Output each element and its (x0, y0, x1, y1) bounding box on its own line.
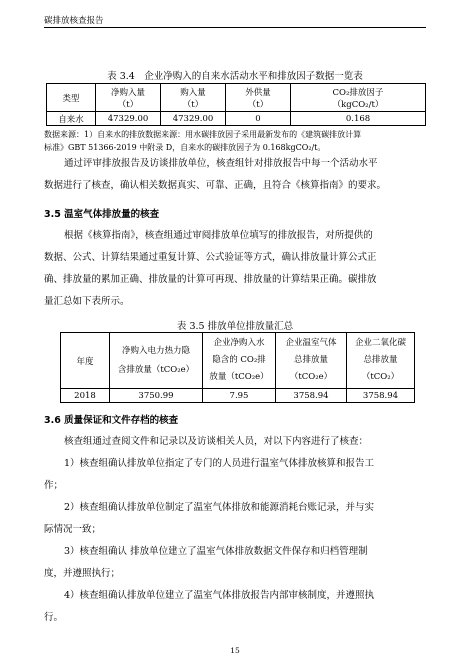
header-unit: （t） (117, 99, 139, 110)
header-text: （tCO₂e） (289, 372, 333, 382)
header-text: 总排放量 (293, 355, 328, 365)
table-header-cell (161, 84, 226, 112)
table-header-cell: 类型 (47, 84, 96, 112)
section-heading-3-6: 3.6 质量保证和文件存档的核查 (44, 415, 179, 426)
table-header-cell (203, 333, 276, 389)
header-text: 企业二氧化碳 (354, 338, 406, 348)
data-source-note (44, 128, 426, 154)
running-header: 碳排放核查报告 (44, 16, 104, 26)
table-cell: 3750.99 (110, 389, 203, 403)
header-unit: （t） (247, 99, 269, 110)
header-text: 购入量 (180, 87, 206, 98)
header-text: 隐含的 CO₂排 (212, 355, 266, 365)
table-cell: 7.95 (203, 389, 276, 403)
table-header-cell (110, 333, 203, 389)
paragraph-quality-assurance (44, 431, 426, 629)
header-text: 总排放量 (363, 355, 398, 365)
header-text: （tCO₂） (361, 372, 400, 382)
para-line: 量汇总如下表所示。 (44, 296, 130, 307)
header-text: 净购入量 (110, 87, 145, 98)
para-line: 3）核查组确认 排放单位建立了温室气体排放数据文件保存和归档管理制 (64, 546, 368, 557)
table-header-cell (276, 333, 347, 389)
para-line: 4）核查组确认排放单位建立了温室气体排放报告内部审核制度，并遵照执 (64, 590, 375, 601)
table-3-5-caption: 表 3.5 排放单位排放量汇总 (176, 321, 294, 332)
table-cell: 3758.94 (276, 389, 347, 403)
header-rule (44, 27, 426, 28)
header-text: 企业净购入水 (213, 338, 265, 348)
table-3-5 (60, 332, 415, 403)
table-header-cell (96, 84, 161, 112)
table-cell: 自来水 (47, 112, 96, 126)
para-line: 1）核查组确认排放单位指定了专门的人员进行温室气体排放核算和报告工 (64, 458, 375, 469)
para-line: 确、排放量的累加正确、排放量的计算可再现、排放量的计算结果正确。碳排放 (44, 274, 377, 285)
para-line: 通过评审排放报告及访谈排放单位，核查组针对排放报告中每一个活动水平 (64, 158, 378, 169)
header-text: 外供量 (245, 87, 271, 98)
header-text: 含排放量（tCO₂e） (117, 364, 195, 375)
para-line: 际情况一致； (44, 524, 102, 535)
para-line: 根据《核算指南》，核查组通过审阅排放单位填写的排放报告，对所提供的 (64, 230, 373, 241)
table-cell: 0 (226, 112, 291, 126)
header-text: 企业温室气体 (285, 338, 337, 348)
table-header-cell (347, 333, 415, 389)
para-line: 数据、公式、计算结果通过重复计算、公式验证等方式，确认排放量计算公式正 (44, 252, 377, 263)
para-line: 作； (44, 480, 64, 491)
header-unit: （t） (182, 99, 204, 110)
table-header-cell (226, 84, 291, 112)
table-cell: 47329.00 (96, 112, 161, 126)
table-cell: 0.168 (291, 112, 426, 126)
header-text: 净购入电力热力隐 (121, 345, 190, 356)
para-line: 行。 (44, 612, 64, 623)
table-cell: 3758.94 (347, 389, 415, 403)
table-3-4 (46, 83, 426, 126)
section-heading-3-5: 3.5 温室气体排放量的核查 (44, 209, 160, 220)
header-text: 放量（tCO₂e） (209, 372, 269, 382)
note-line: 标准》GBT 51366-2019 中附录 D，自来水的碳排放因子为 0.168kgCO₂/t。 (44, 143, 326, 152)
header-unit: （kgCO₂/t） (332, 99, 384, 110)
table-header-cell (291, 84, 426, 112)
table-cell: 47329.00 (161, 112, 226, 126)
paragraph-review (44, 153, 426, 197)
table-header-cell: 年度 (61, 333, 110, 389)
table-3-4-caption: 表 3.4 企业净购入的自来水活动水平和排放因子数据一览表 (107, 71, 363, 82)
note-line: 数据来源：1）自来水的排放数据来源：用水碳排放因子采用最新发布的《建筑碳排放计算 (44, 130, 362, 139)
table-cell: 2018 (61, 389, 110, 403)
para-line: 2）核查组确认排放单位制定了温室气体排放和能源消耗台账记录，并与实 (64, 502, 375, 513)
paragraph-emission-check (44, 225, 426, 313)
para-line: 度，并遵照执行； (44, 568, 121, 579)
header-text: CO₂排放因子 (332, 87, 384, 98)
page-number: 15 (230, 646, 240, 655)
para-line: 数据进行了核查，确认相关数据真实、可靠、正确，且符合《核算指南》的要求。 (44, 180, 387, 191)
para-line: 核查组通过查阅文件和记录以及访谈相关人员，对以下内容进行了核查： (64, 436, 369, 447)
